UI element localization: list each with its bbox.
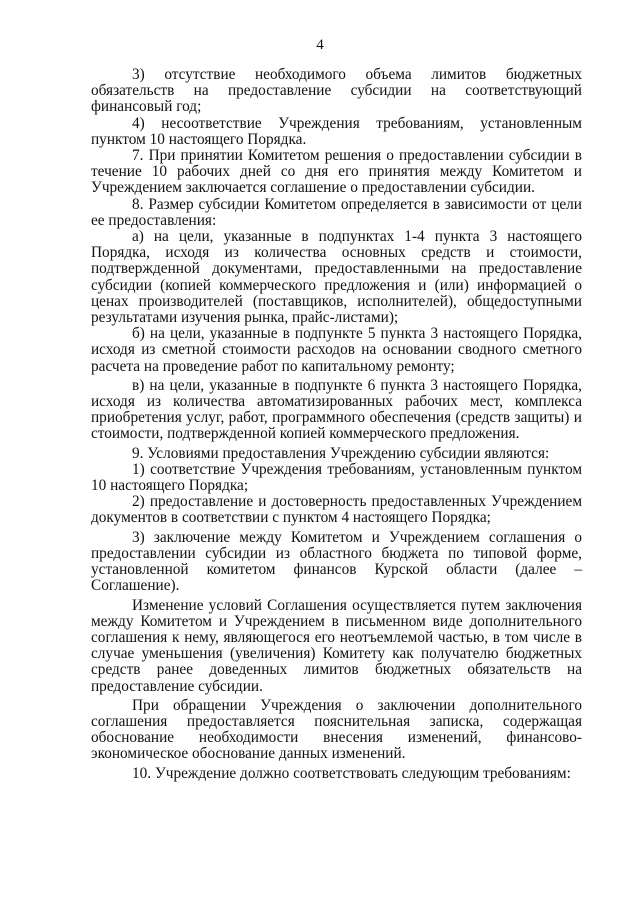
paragraph-9: 9. Условиями предоставления Учреждению субсидии являются: xyxy=(132,444,550,462)
body-text xyxy=(91,67,582,782)
paragraph-9-3: 3) заключение между Комитетом и Учреждением соглашения о предоставлении субсидии из областного бюджета по типовой форме, установленной комитетом финансов Курской области (далее – Соглашение). xyxy=(91,528,582,595)
paragraph-8: 8. Размер субсидии Комитетом определяется в зависимости от цели ее предоставления: xyxy=(91,195,582,229)
page-number: 4 xyxy=(316,37,324,53)
paragraph-request: При обращении Учреждения о заключении дополнительного соглашения предоставляется пояснительная записка, содержащая обоснование необходимости внесения изменений, финансово-экономическое обоснование данных изменений. xyxy=(91,696,582,763)
paragraph-8b: б) на цели, указанные в подпункте 5 пункта 3 настоящего Порядка, исходя из сметной стоимости расходов на основании сводного сметного расчета на проведение работ по капитальному ремонту; xyxy=(91,325,582,375)
paragraph-8a: а) на цели, указанные в подпунктах 1-4 пункта 3 настоящего Порядка, исходя из количества основных средств и стоимости, подтвержденной документами, предоставленными на предоставление субсидии (копией коммерческого предложения и (или) информацией о ценах производителей (поставщиков, исполнителей), общедоступными результатами изучения рынка, прайс-листами); xyxy=(91,228,582,327)
paragraph-9-2: 2) предоставление и достоверность предоставленных Учреждением документов в соответствии с пунктом 4 настоящего Порядка; xyxy=(91,493,582,527)
paragraph-9-1: 1) соответствие Учреждения требованиям, установленным пунктом 10 настоящего Порядка; xyxy=(91,460,582,495)
paragraph-condition-3: 3) отсутствие необходимого объема лимитов бюджетных обязательств на предоставление субсидии на соответствующий финансовый год; xyxy=(91,66,582,116)
paragraph-8v: в) на цели, указанные в подпункте 6 пункта 3 настоящего Порядка, исходя из количества автоматизированных рабочих мест, комплекса приобретения услуг, работ, программного обеспечения (средств защиты) и стоимости, подтвержденной копией коммерческого предложения. xyxy=(91,376,582,443)
paragraph-condition-4: 4) несоответствие Учреждения требованиям, установленным пунктом 10 настоящего Порядка. xyxy=(91,114,582,148)
paragraph-10: 10. Учреждение должно соответствовать следующим требованиям: xyxy=(132,764,571,782)
paragraph-amendment: Изменение условий Соглашения осуществляется путем заключения между Комитетом и Учреждением в письменном виде дополнительного соглашения к нему, являющегося его неотъемлемой частью, в том числе в случае уменьшения (увеличения) Комитету как получателю бюджетных средств ранее доведенных лимитов бюджетных обязательств на предоставление субсидии. xyxy=(91,596,582,695)
paragraph-7: 7. При принятии Комитетом решения о предоставлении субсидии в течение 10 рабочих дней со дня его принятия между Комитетом и Учреждением заключается соглашение о предоставлении субсидии. xyxy=(91,147,582,197)
